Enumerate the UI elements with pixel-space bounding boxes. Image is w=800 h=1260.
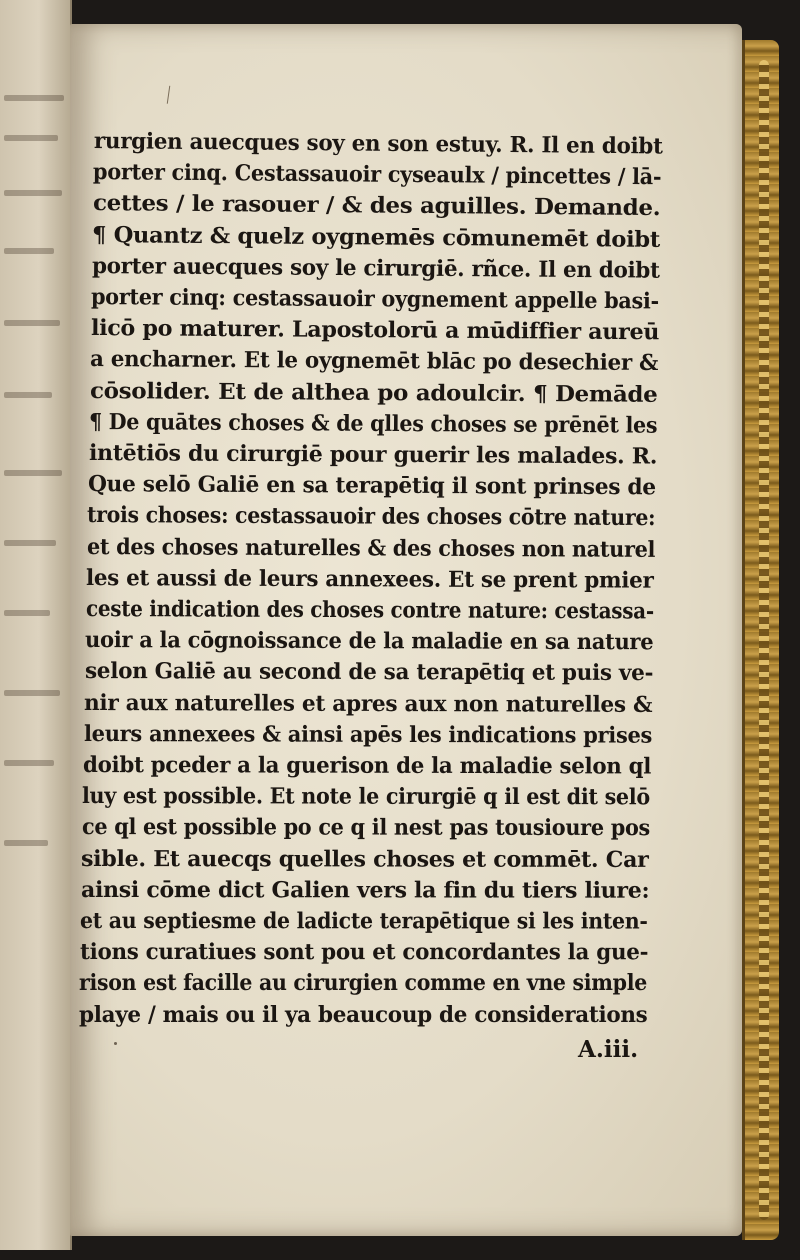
left-page-text-trace: [4, 610, 50, 616]
left-page-text-trace: [4, 320, 60, 326]
text-line: a encharner. Et le oygnemēt blāc po desechier &: [90, 346, 659, 377]
left-page-edge: [0, 0, 72, 1250]
text-line: ¶ Quantz & quelz oygnemēs cōmunemēt doibt: [92, 221, 661, 253]
text-line: ainsi cōme dict Galien vers la fin du tiers liure:: [80, 876, 650, 904]
text-line: luy est possible. Et note le cirurgiē q il est dit selō: [82, 783, 651, 811]
text-line: trois choses: cestassauoir des choses cōtre nature:: [87, 502, 656, 532]
text-line: leurs annexees & ainsi apēs les indications prises: [83, 720, 652, 749]
text-line: et au septiesme de ladicte terapētique si les inten-: [80, 908, 648, 935]
text-line: playe / mais ou il ya beaucoup de considerations: [78, 1001, 648, 1028]
text-line: cōsolider. Et de althea po adoulcir. ¶ Demāde: [89, 377, 658, 408]
text-line: sible. Et auecqs quelles choses et commēt. Car: [81, 845, 649, 873]
text-line: doibt pceder a la guerison de la maladie selon ql: [82, 752, 652, 780]
left-page-text-trace: [4, 760, 54, 766]
left-page-text-trace: [4, 190, 62, 196]
gilded-fore-edge: [742, 40, 779, 1240]
text-line: les et aussi de leurs annexees. Et se prent pmier: [86, 564, 654, 594]
text-line: porter cinq. Cestassauoir cyseaulx / pincettes / lā-: [93, 159, 662, 191]
text-line: porter cinq: cestassauoir oygnement appelle basi-: [91, 284, 660, 315]
text-line: selon Galiē au second de sa terapētiq et puis ve-: [84, 658, 653, 687]
text-line: Que selō Galiē en sa terapētiq il sont prinses de: [87, 471, 656, 501]
text-line: cettes / le rasouer / & des aguilles. Demande.: [92, 190, 661, 222]
text-line: rurgien auecques soy en son estuy. R. Il en doibt: [93, 128, 663, 160]
book-page: [70, 24, 742, 1236]
left-page-text-trace: [4, 135, 58, 141]
left-page-text-trace: [4, 540, 56, 546]
gauffered-edge-pattern: [759, 60, 769, 1220]
left-page-text-trace: [4, 95, 64, 101]
text-line: licō po maturer. Lapostolorū a mūdiffier aureū: [90, 315, 659, 346]
text-line: rison est facille au cirurgien comme en vne simple: [79, 970, 648, 997]
left-page-text-trace: [4, 392, 52, 398]
left-page-text-trace: [4, 470, 62, 476]
text-line: ce ql est possible po ce q il nest pas tousioure pos: [81, 814, 650, 842]
pencil-mark: [167, 86, 174, 105]
left-page-text-trace: [4, 248, 54, 254]
text-line: intētiōs du cirurgiē pour guerir les malades. R.: [88, 440, 657, 470]
left-page-text-trace: [4, 840, 48, 846]
text-line: nir aux naturelles et apres aux non naturelles &: [84, 689, 653, 718]
text-line: tions curatiues sont pou et concordantes la gue-: [79, 939, 648, 966]
text-line: uoir a la cōgnoissance de la maladie en sa nature: [85, 627, 654, 656]
text-line: ceste indication des choses contre nature: cestassa-: [85, 596, 654, 625]
text-line: porter auecques soy le cirurgiē. rñce. Il en doibt: [91, 252, 660, 284]
left-page-text-trace: [4, 690, 60, 696]
text-line: et des choses naturelles & des choses non naturel: [86, 533, 656, 563]
text-line: ¶ De quātes choses & de qlles choses se prēnēt les: [88, 408, 658, 439]
ink-speck: [114, 1042, 117, 1045]
signature-mark: A.iii.: [578, 1036, 639, 1063]
